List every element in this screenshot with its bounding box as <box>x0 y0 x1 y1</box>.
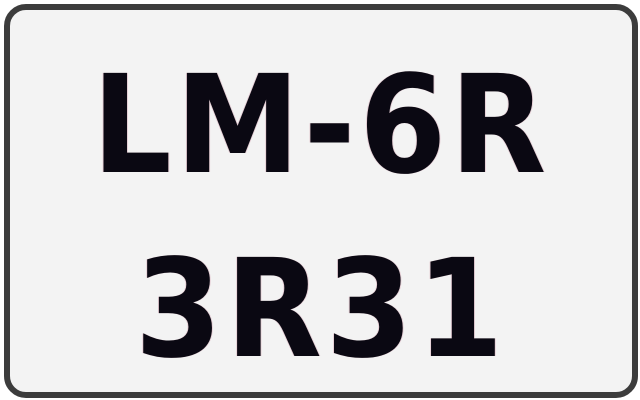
license-plate <box>4 4 638 398</box>
plate-line-2: 3R31 <box>134 231 508 389</box>
plate-line-1: LM-6R <box>92 47 550 205</box>
